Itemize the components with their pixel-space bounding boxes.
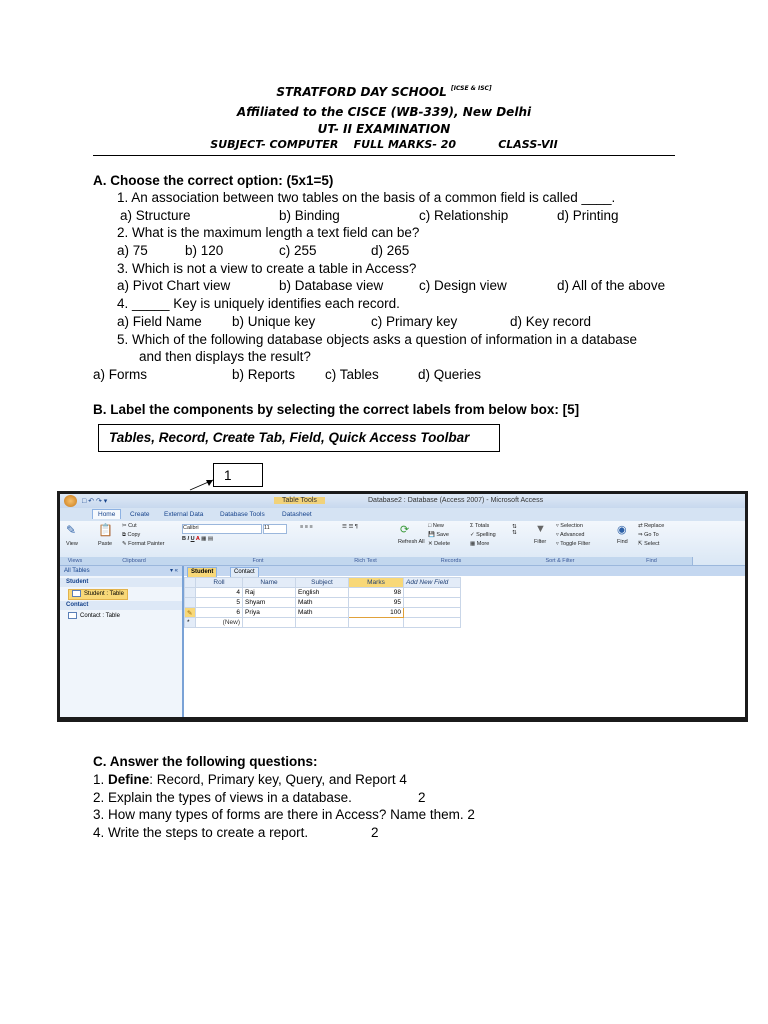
q3-option-c: c) Design view xyxy=(419,278,507,293)
goto-button[interactable]: ⇒ Go To xyxy=(638,532,659,538)
window-title: Database2 : Database (Access 2007) - Microsoft Access xyxy=(368,497,544,504)
q5-option-d: d) Queries xyxy=(418,367,482,382)
board-label: [ICSE & ISC] xyxy=(450,85,492,92)
tab-database-tools[interactable]: Database Tools xyxy=(220,511,265,518)
q2-option-d: d) 265 xyxy=(371,243,410,258)
full-marks: FULL MARKS- 20 xyxy=(353,138,457,151)
new-row-asterisk-icon[interactable]: * xyxy=(185,618,196,628)
q2-option-c: c) 255 xyxy=(279,243,317,258)
question-5-cont: and then displays the result? xyxy=(139,349,311,364)
nav-item-contact-table[interactable]: Contact : Table xyxy=(68,612,120,621)
table-icon xyxy=(72,590,81,597)
table-row[interactable] xyxy=(185,588,461,598)
q4-option-d: d) Key record xyxy=(510,314,592,329)
group-views: Views xyxy=(60,557,91,565)
datasheet-area xyxy=(184,566,745,717)
navigation-pane xyxy=(60,566,184,717)
cell-name[interactable]: Priya xyxy=(243,608,296,618)
group-sort-filter: Sort & Filter xyxy=(509,557,612,565)
row-selector[interactable] xyxy=(185,578,196,588)
nav-item-student-table[interactable]: Student : Table xyxy=(68,589,128,600)
cell-marks[interactable]: 95 xyxy=(349,598,404,608)
c-question-1: 1. Define: Record, Primary key, Query, and Report 4 xyxy=(93,772,407,787)
q1-option-c: c) Relationship xyxy=(419,208,509,223)
column-header[interactable]: Name xyxy=(243,578,296,588)
cell-empty[interactable] xyxy=(349,618,404,628)
more-button[interactable]: ▦ More xyxy=(470,541,490,547)
cell-subject[interactable]: Math xyxy=(296,608,349,618)
question-2: 2. What is the maximum length a text field can be? xyxy=(117,225,420,240)
select-button[interactable]: ⇱ Select xyxy=(638,541,660,547)
exam-title: UT- II EXAMINATION xyxy=(317,122,451,136)
cell-subject[interactable]: Math xyxy=(296,598,349,608)
nav-header[interactable]: All Tables ▾ « xyxy=(60,566,182,576)
ribbon-tabs xyxy=(60,508,745,521)
toggle-filter-button[interactable]: ▿ Toggle Filter xyxy=(556,541,591,547)
spelling-button[interactable]: ✓ Spelling xyxy=(470,532,496,538)
cell-subject[interactable]: English xyxy=(296,588,349,598)
filter-icon[interactable]: ▼ xyxy=(535,523,546,535)
question-5: 5. Which of the following database objects asks a question of information in a database xyxy=(117,332,638,347)
replace-button[interactable]: ⇄ Replace xyxy=(638,523,665,529)
class-label: CLASS-VII xyxy=(498,138,558,151)
column-header[interactable]: Marks xyxy=(349,578,404,588)
tab-datasheet[interactable]: Datasheet xyxy=(282,511,312,518)
cell-empty[interactable] xyxy=(404,608,461,618)
cell-new[interactable]: (New) xyxy=(196,618,243,628)
table-row[interactable] xyxy=(185,608,461,618)
sort-buttons[interactable]: ⇅ ⇅ xyxy=(512,524,517,536)
cell-name[interactable]: Raj xyxy=(243,588,296,598)
question-1: 1. An association between two tables on the basis of a common field is called ____. xyxy=(117,190,616,205)
q1-option-d: d) Printing xyxy=(557,208,619,223)
quick-access-toolbar[interactable]: □ ↶ ↷ ▾ xyxy=(82,498,108,505)
q5-option-c: c) Tables xyxy=(325,367,379,382)
table-header-row xyxy=(185,578,461,588)
question-4: 4. _____ Key is uniquely identifies each record. xyxy=(117,296,400,311)
q3-option-b: b) Database view xyxy=(279,278,384,293)
cell-marks[interactable]: 98 xyxy=(349,588,404,598)
subject-label: SUBJECT- COMPUTER xyxy=(210,138,339,151)
cell-name[interactable]: Shyam xyxy=(243,598,296,608)
new-record-row[interactable] xyxy=(185,618,461,628)
nav-group-student[interactable]: Student xyxy=(60,578,182,587)
table-row[interactable] xyxy=(185,598,461,608)
format-painter-button[interactable]: ✎ Format Painter xyxy=(122,541,165,547)
c-question-2-marks: 2 xyxy=(418,790,426,805)
table-tools-label: Table Tools xyxy=(274,497,325,504)
edit-pencil-icon[interactable]: ✎ xyxy=(185,608,196,618)
font-select[interactable]: Calibri xyxy=(182,524,262,534)
row-selector[interactable] xyxy=(185,588,196,598)
cell-empty[interactable] xyxy=(404,598,461,608)
group-records: Records xyxy=(393,557,510,565)
tab-create[interactable]: Create xyxy=(130,511,150,518)
label-options-box: Tables, Record, Create Tab, Field, Quick Access Toolbar xyxy=(98,424,500,452)
q4-option-c: c) Primary key xyxy=(371,314,458,329)
datasheet-table xyxy=(184,577,461,628)
title-bar xyxy=(60,494,745,508)
q1-option-b: b) Binding xyxy=(279,208,340,223)
access-window xyxy=(57,491,748,722)
save-record-button[interactable]: 💾 Save xyxy=(428,532,449,538)
paste-icon[interactable]: 📋 xyxy=(98,523,113,537)
cell-marks[interactable]: 100 xyxy=(349,608,404,618)
nav-group-contact[interactable]: Contact xyxy=(60,601,182,610)
doc-tab-student[interactable]: Student xyxy=(187,567,217,577)
binoculars-icon[interactable]: ◉ xyxy=(617,524,627,536)
school-name: STRATFORD DAY SCHOOL [ICSE & ISC] xyxy=(276,85,492,99)
advanced-button[interactable]: ▿ Advanced xyxy=(556,532,585,538)
format-buttons[interactable]: B I U A ▦ ▤ xyxy=(182,536,214,542)
document-tabs xyxy=(184,566,745,576)
q5-option-b: b) Reports xyxy=(232,367,296,382)
c-question-2: 2. Explain the types of views in a database. xyxy=(93,790,352,805)
group-find: Find xyxy=(611,557,693,565)
find-button[interactable]: Find xyxy=(617,539,628,545)
delete-record-button[interactable]: ✕ Delete xyxy=(428,541,451,547)
add-new-field-header[interactable]: Add New Field xyxy=(404,578,461,588)
group-rich-text: Rich Text xyxy=(338,557,394,565)
c-question-4: 4. Write the steps to create a report. xyxy=(93,825,309,840)
q2-option-a: a) 75 xyxy=(117,243,148,258)
cell-roll[interactable]: 5 xyxy=(196,598,243,608)
cut-icon: ✂ xyxy=(122,523,127,529)
view-button[interactable]: View xyxy=(66,541,78,547)
affiliation: Affiliated to the CISCE (WB-339), New Delhi xyxy=(236,105,532,119)
doc-tab-contact[interactable]: Contact xyxy=(230,567,259,577)
cell-roll[interactable]: 6 xyxy=(196,608,243,618)
column-header[interactable]: Subject xyxy=(296,578,349,588)
cell-empty[interactable] xyxy=(404,618,461,628)
align-buttons[interactable]: ≡ ≡ ≡ xyxy=(300,524,313,530)
label-callout-1: 1 xyxy=(213,463,263,487)
font-size-select[interactable]: 11 xyxy=(263,524,287,534)
paste-button[interactable]: Paste xyxy=(98,541,113,547)
q5-option-a: a) Forms xyxy=(93,367,147,382)
q1-option-a: a) Structure xyxy=(120,208,191,223)
brush-icon: ✎ xyxy=(122,541,127,547)
group-font: Font xyxy=(178,557,339,565)
cell-roll[interactable]: 4 xyxy=(196,588,243,598)
q2-option-b: b) 120 xyxy=(185,243,224,258)
filter-button[interactable]: Filter xyxy=(534,539,547,545)
cut-button[interactable]: ✂ Cut xyxy=(122,523,137,529)
tab-home[interactable]: Home xyxy=(92,509,121,519)
question-3: 3. Which is not a view to create a table in Access? xyxy=(117,261,417,276)
table-icon xyxy=(68,612,77,619)
cell-empty[interactable] xyxy=(296,618,349,628)
office-button-icon[interactable] xyxy=(64,495,77,507)
new-record-button[interactable]: □ New xyxy=(428,523,444,529)
cell-empty[interactable] xyxy=(404,588,461,598)
q4-option-a: a) Field Name xyxy=(117,314,202,329)
refresh-button[interactable]: Refresh All xyxy=(398,539,425,545)
c-question-3: 3. How many types of forms are there in Access? Name them. 2 xyxy=(93,807,475,822)
q3-option-a: a) Pivot Chart view xyxy=(117,278,231,293)
row-selector[interactable] xyxy=(185,598,196,608)
rich-text-buttons[interactable]: ☰ ☰ ¶ xyxy=(342,524,358,530)
view-icon[interactable]: ✎ xyxy=(66,523,77,537)
copy-icon: ⧉ xyxy=(122,532,126,538)
section-a-title: A. Choose the correct option: (5x1=5) xyxy=(93,173,334,188)
group-clipboard: Clipboard xyxy=(90,557,179,565)
q4-option-b: b) Unique key xyxy=(232,314,316,329)
tab-external-data[interactable]: External Data xyxy=(164,511,204,518)
ribbon xyxy=(60,521,745,566)
c-question-4-marks: 2 xyxy=(371,825,379,840)
cell-empty[interactable] xyxy=(243,618,296,628)
refresh-icon[interactable]: ⟳ xyxy=(400,524,410,536)
section-b-title: B. Label the components by selecting the correct labels from below box: [5] xyxy=(93,402,580,417)
selection-button[interactable]: ▿ Selection xyxy=(556,523,583,529)
totals-button[interactable]: Σ Totals xyxy=(470,523,490,529)
copy-button[interactable]: ⧉ Copy xyxy=(122,532,141,538)
q3-option-d: d) All of the above xyxy=(557,278,666,293)
section-c-title: C. Answer the following questions: xyxy=(93,754,318,769)
column-header[interactable]: Roll xyxy=(196,578,243,588)
